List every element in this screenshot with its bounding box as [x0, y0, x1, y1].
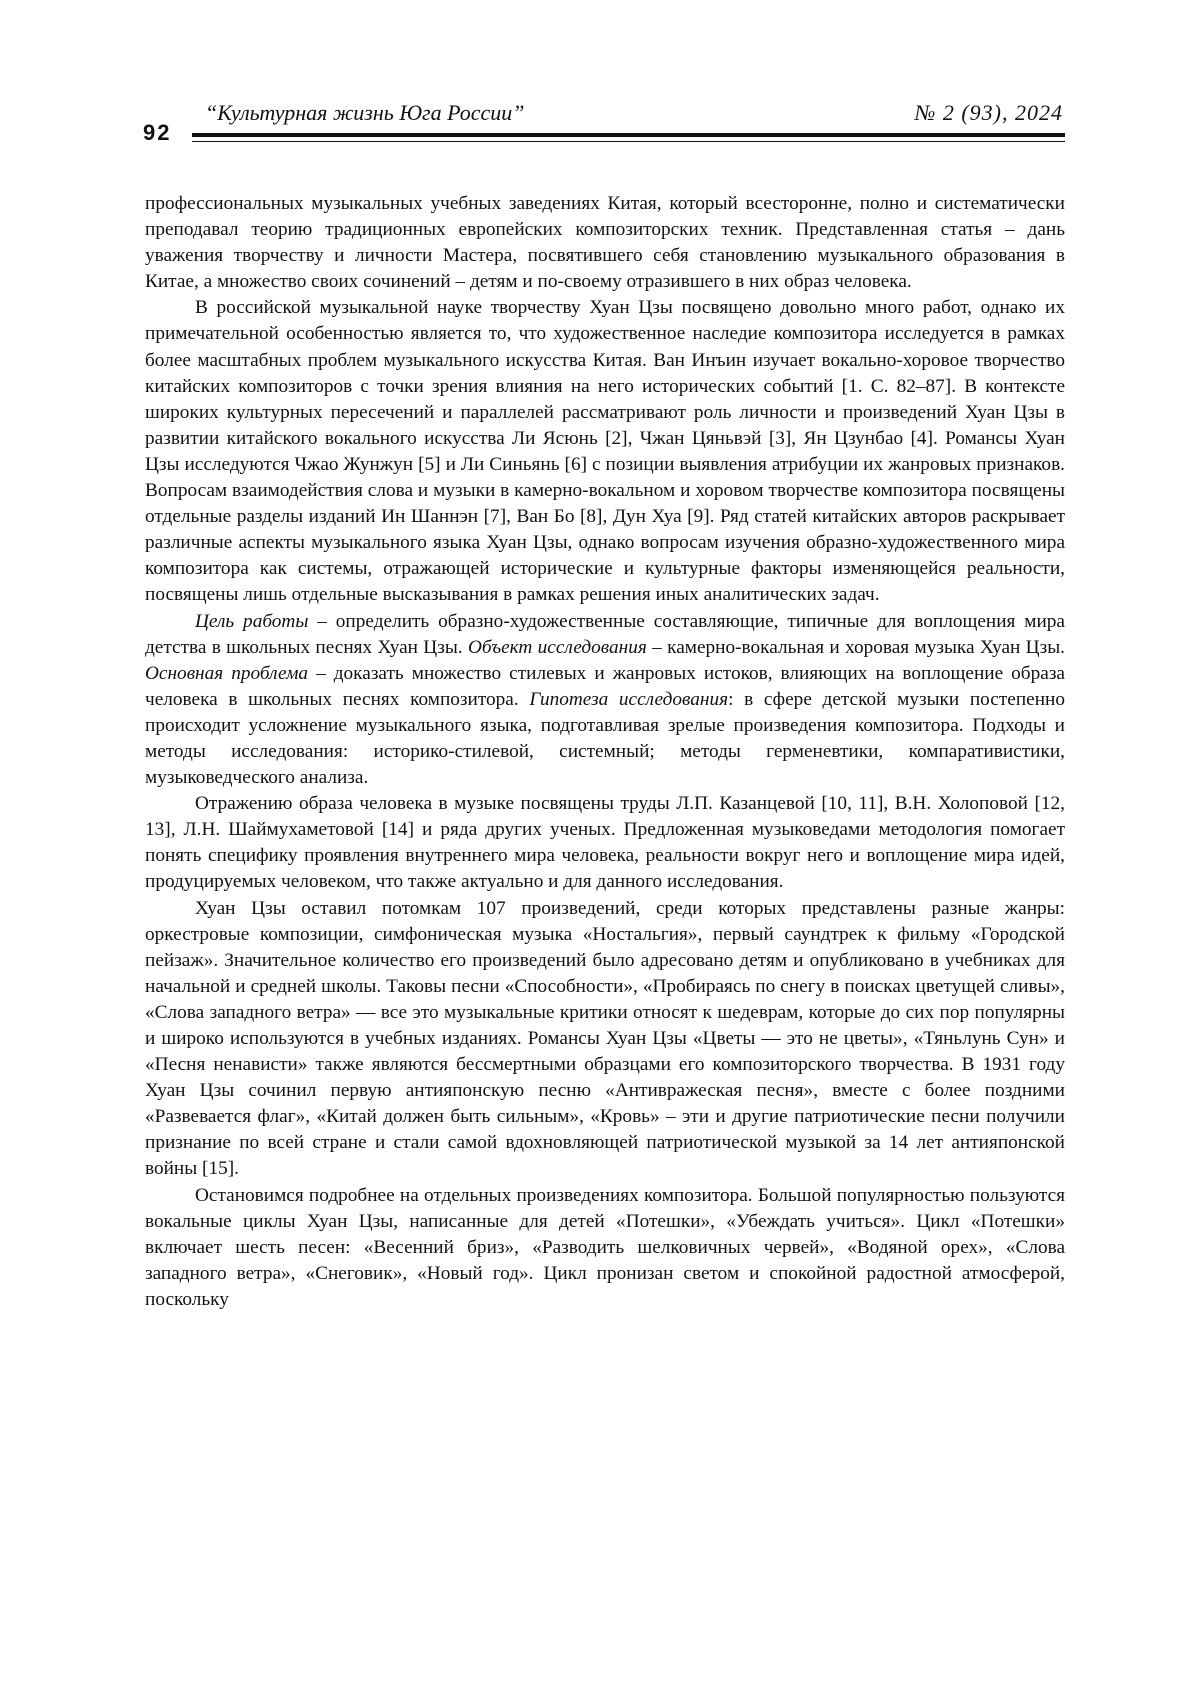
- paragraph: [145, 295, 1065, 608]
- italic-term: Основная проблема: [145, 663, 308, 684]
- paragraph: [145, 1183, 1065, 1313]
- italic-term: Гипотеза исследования: [529, 689, 728, 710]
- paragraph: [145, 791, 1065, 895]
- text-run: профессиональных музыкальных учебных заведениях Китая, который всесторонне, полно и систематически преподавал теорию традиционных европейских композиторских техник. Представленная статья – дань уважения творчеству и личности Мастера, посвятившего себя становлению музыкального образования в Китае, а множество своих сочинений – детям и по-своему отразившего в них образ человека.: [145, 193, 1065, 292]
- article-body: [145, 191, 1065, 1313]
- page-number: 92: [143, 120, 171, 146]
- text-run: Остановимся подробнее на отдельных произведениях композитора. Большой популярностью пользуются вокальные циклы Хуан Цзы, написанные для детей «Потешки», «Убеждать учиться». Цикл «Потешки» включает шесть песен: «Весенний бриз», «Разводить шелковичных червей», «Водяной орех», «Слова западного ветра», «Снеговик», «Новый год». Цикл пронизан светом и спокойной радостной атмосферой, поскольку: [145, 1185, 1065, 1310]
- italic-term: Объект исследования: [468, 637, 647, 658]
- italic-term: Цель работы: [195, 611, 308, 632]
- text-run: Хуан Цзы оставил потомкам 107 произведений, среди которых представлены разные жанры: оркестровые композиции, симфоническая музыка «Ностальгия», первый саундтрек к фильму «Городской пейзаж». Значительное количество его произведений было адресовано детям и опубликовано в учебниках для начальной и средней школы. Таковы песни «Способности», «Пробираясь по снегу в поисках цветущей сливы», «Слова западного ветра» — все это музыкальные критики относят к шедеврам, которые до сих пор популярны и широко используются в учебных изданиях. Романсы Хуан Цзы «Цветы — это не цветы», «Тяньлунь Сун» и «Песня ненависти» также являются бессмертными образцами его композиторского творчества. В 1931 году Хуан Цзы сочинил первую антияпонскую песню «Антивражеская песня», вместе с более поздними «Развевается флаг», «Китай должен быть сильным», «Кровь» – эти и другие патриотические песни получили признание по всей стране и стали самой вдохновляющей патриотической музыкой за 14 лет антияпонской войны [15].: [145, 898, 1065, 1180]
- paragraph: [145, 896, 1065, 1183]
- header-rule-thin: [192, 141, 1065, 142]
- header-rule-thick: [192, 133, 1065, 137]
- issue-number: № 2 (93), 2024: [915, 100, 1063, 126]
- paragraph: [145, 191, 1065, 295]
- text-run: Отражению образа человека в музыке посвящены труды Л.П. Казанцевой [10, 11], В.Н. Холоповой [12, 13], Л.Н. Шаймухаметовой [14] и ряда других ученых. Предложенная музыковедами методология помогает понять специфику проявления внутреннего мира человека, реальности вокруг него и воплощение мира идей, продуцируемых человеком, что также актуально и для данного исследования.: [145, 793, 1065, 892]
- text-run: – доказать множество стилевых и жанровых истоков, влияющих на воплощение образа человека в школьных песнях композитора.: [145, 663, 1065, 710]
- paragraph: [145, 609, 1065, 792]
- text-run: – определить образно-художественные составляющие, типичные для воплощения мира детства в школьных песнях Хуан Цзы.: [145, 611, 1065, 658]
- text-run: – камерно-вокальная и хоровая музыка Хуан Цзы.: [647, 637, 1065, 658]
- text-run: В российской музыкальной науке творчеству Хуан Цзы посвящено довольно много работ, однако их примечательной особенностью является то, что художественное наследие композитора исследуется в рамках более масштабных проблем музыкального искусства Китая. Ван Инъин изучает вокально-хоровое творчество китайских композиторов с точки зрения влияния на него исторических событий [1. С. 82–87]. В контексте широких культурных пересечений и параллелей рассматривают роль личности и произведений Хуан Цзы в развитии китайского вокального искусства Ли Ясюнь [2], Чжан Цяньвэй [3], Ян Цзунбао [4]. Романсы Хуан Цзы исследуются Чжао Жунжун [5] и Ли Синьянь [6] с позиции выявления атрибуции их жанровых признаков. Вопросам взаимодействия слова и музыки в камерно-вокальном и хоровом творчестве композитора посвящены отдельные разделы изданий Ин Шаннэн [7], Ван Бо [8], Дун Хуа [9]. Ряд статей китайских авторов раскрывает различные аспекты музыкального языка Хуан Цзы, однако вопросам изучения образно-художественного мира композитора как системы, отражающей исторические и культурные факторы изменяющейся реальности, посвящены лишь отдельные высказывания в рамках решения иных аналитических задач.: [145, 297, 1065, 605]
- text-run: : в сфере детской музыки постепенно происходит усложнение музыкального языка, подготавливая зрелые произведения композитора. Подходы и методы исследования: историко-стилевой, системный; методы герменевтики, компаративистики, музыковедческого анализа.: [145, 689, 1065, 788]
- journal-title: “Культурная жизнь Юга России”: [205, 100, 525, 126]
